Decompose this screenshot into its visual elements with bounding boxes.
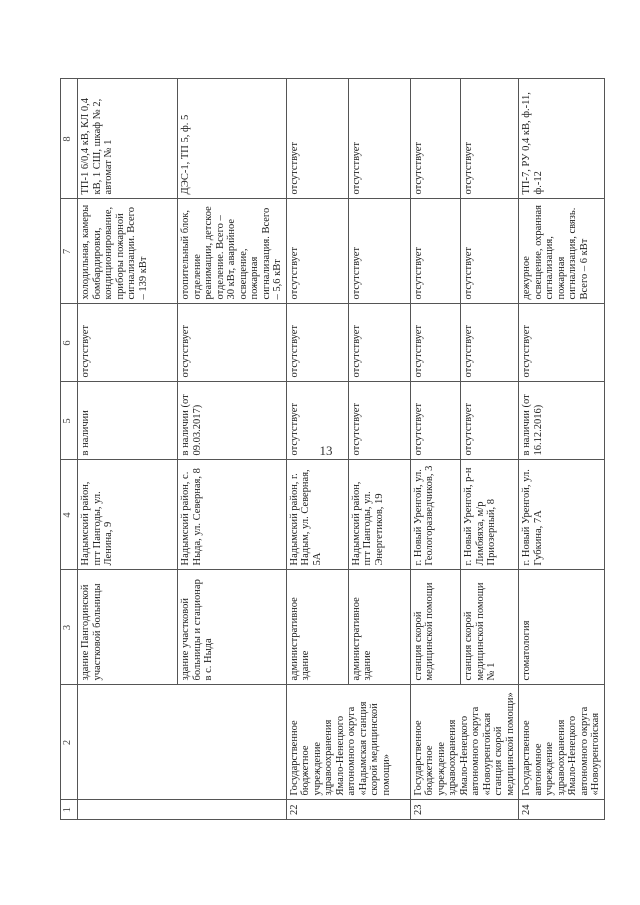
- cell-c7: дежурное освещение, охранная сигнализация, пожарная сигнализация, связь. Всего – 6 кВт: [519, 199, 605, 304]
- cell-addr: г. Новый Уренгой, ул. Геологоразведчиков, 3: [410, 460, 461, 570]
- cell-obj: здание Пангодинской участковой больницы: [78, 570, 178, 685]
- cell-c5: в наличии (от 09.03.2017): [178, 382, 287, 460]
- table-row: [410, 79, 461, 820]
- cell-obj: станция скорой медицинской помощи № 1: [461, 570, 519, 685]
- cell-c6: отсутствует: [286, 304, 348, 382]
- cell-org: [78, 685, 287, 800]
- cell-c8: отсутствует: [286, 79, 348, 199]
- cell-org: Государственное бюджетное учреждение здравоохранения Ямало-Ненецкого автономного округа «Новоуренгойская станция скорой медицинской помощи»: [410, 685, 519, 800]
- cell-c6: отсутствует: [178, 304, 287, 382]
- cell-c5: отсутствует: [410, 382, 461, 460]
- cell-obj: административное здание: [286, 570, 348, 685]
- data-table: [60, 79, 605, 821]
- cell-addr: г. Новый Уренгой, ул. Губкина, 7А: [519, 460, 605, 570]
- cell-obj: административное здание: [348, 570, 410, 685]
- header-cell: 5: [61, 382, 78, 460]
- cell-c8: отсутствует: [410, 79, 461, 199]
- cell-c5: отсутствует: [348, 382, 410, 460]
- cell-n: [78, 800, 287, 820]
- cell-addr: Надымский район, с. Ныда, ул. Северная, 8: [178, 460, 287, 570]
- cell-c7: отсутствует: [348, 199, 410, 304]
- cell-obj: станция скорой медицинской помощи: [410, 570, 461, 685]
- cell-addr: Надымский район, г. Надым, ул. Северная, 5А: [286, 460, 348, 570]
- cell-c8: ТП-1 6/0,4 кВ, КЛ 0,4 кВ, 1 СШ, шкаф № 2, автомат № 1: [78, 79, 178, 199]
- header-cell: 3: [61, 570, 78, 685]
- cell-c6: отсутствует: [519, 304, 605, 382]
- cell-c8: отсутствует: [348, 79, 410, 199]
- cell-c7: отсутствует: [286, 199, 348, 304]
- header-cell: 2: [61, 685, 78, 800]
- cell-c7: отсутствует: [461, 199, 519, 304]
- cell-c6: отсутствует: [461, 304, 519, 382]
- cell-addr: Надымский район, пгт Пангоды, ул. Ленина, 9: [78, 460, 178, 570]
- cell-c5: отсутствует: [461, 382, 519, 460]
- header-cell: 6: [61, 304, 78, 382]
- cell-c7: холодильная, камеры бомбардировки, кондиционирование, приборы пожарной сигнализации. Всего – 139 кВт: [78, 199, 178, 304]
- cell-c5: отсутствует: [286, 382, 348, 460]
- cell-n: 24: [519, 800, 605, 820]
- cell-obj: стоматология: [519, 570, 605, 685]
- cell-c8: отсутствует: [461, 79, 519, 199]
- cell-org: Государственное автономное учреждение здравоохранения Ямало-Ненецкого автономного округа «Новоуренгойская: [519, 685, 605, 800]
- header-cell: 4: [61, 460, 78, 570]
- cell-c5: в наличии: [78, 382, 178, 460]
- cell-c6: отсутствует: [410, 304, 461, 382]
- header-cell: 7: [61, 199, 78, 304]
- page-number: 13: [319, 443, 333, 458]
- cell-n: 23: [410, 800, 519, 820]
- cell-addr: г. Новый Уренгой, р-н Лимбяяха, м/р Приозерный, 8: [461, 460, 519, 570]
- cell-c6: отсутствует: [78, 304, 178, 382]
- cell-c7: отопительный блок, отделение реанимации, детское отделение. Всего – 30 кВт, аварийное освещение, пожарная сигнализация. Всего – 5,6 кВт: [178, 199, 287, 304]
- header-cell: 1: [61, 800, 78, 820]
- cell-c7: отсутствует: [410, 199, 461, 304]
- table-row: [78, 79, 178, 820]
- cell-c5: в наличии (от 16.12.2016): [519, 382, 605, 460]
- cell-c8: ТП-7, РУ 0,4 кВ, ф.-11, ф.-12: [519, 79, 605, 199]
- cell-org: Государственное бюджетное учреждение здравоохранения Ямало-Ненецкого автономного округа «Надымская станция скорой медицинской помощи»: [286, 685, 410, 800]
- cell-obj: здание участковой больницы и стационар в с. Ныда: [178, 570, 287, 685]
- cell-addr: Надымский район, пгт Пангоды, ул. Энергетиков, 19: [348, 460, 410, 570]
- table-row: [519, 79, 605, 820]
- header-cell: 8: [61, 79, 78, 199]
- table-row: [286, 79, 348, 820]
- cell-n: 22: [286, 800, 410, 820]
- header-row: [61, 79, 78, 820]
- cell-c6: отсутствует: [348, 304, 410, 382]
- cell-c8: ДЭС-1, ТП 5, ф. 5: [178, 79, 287, 199]
